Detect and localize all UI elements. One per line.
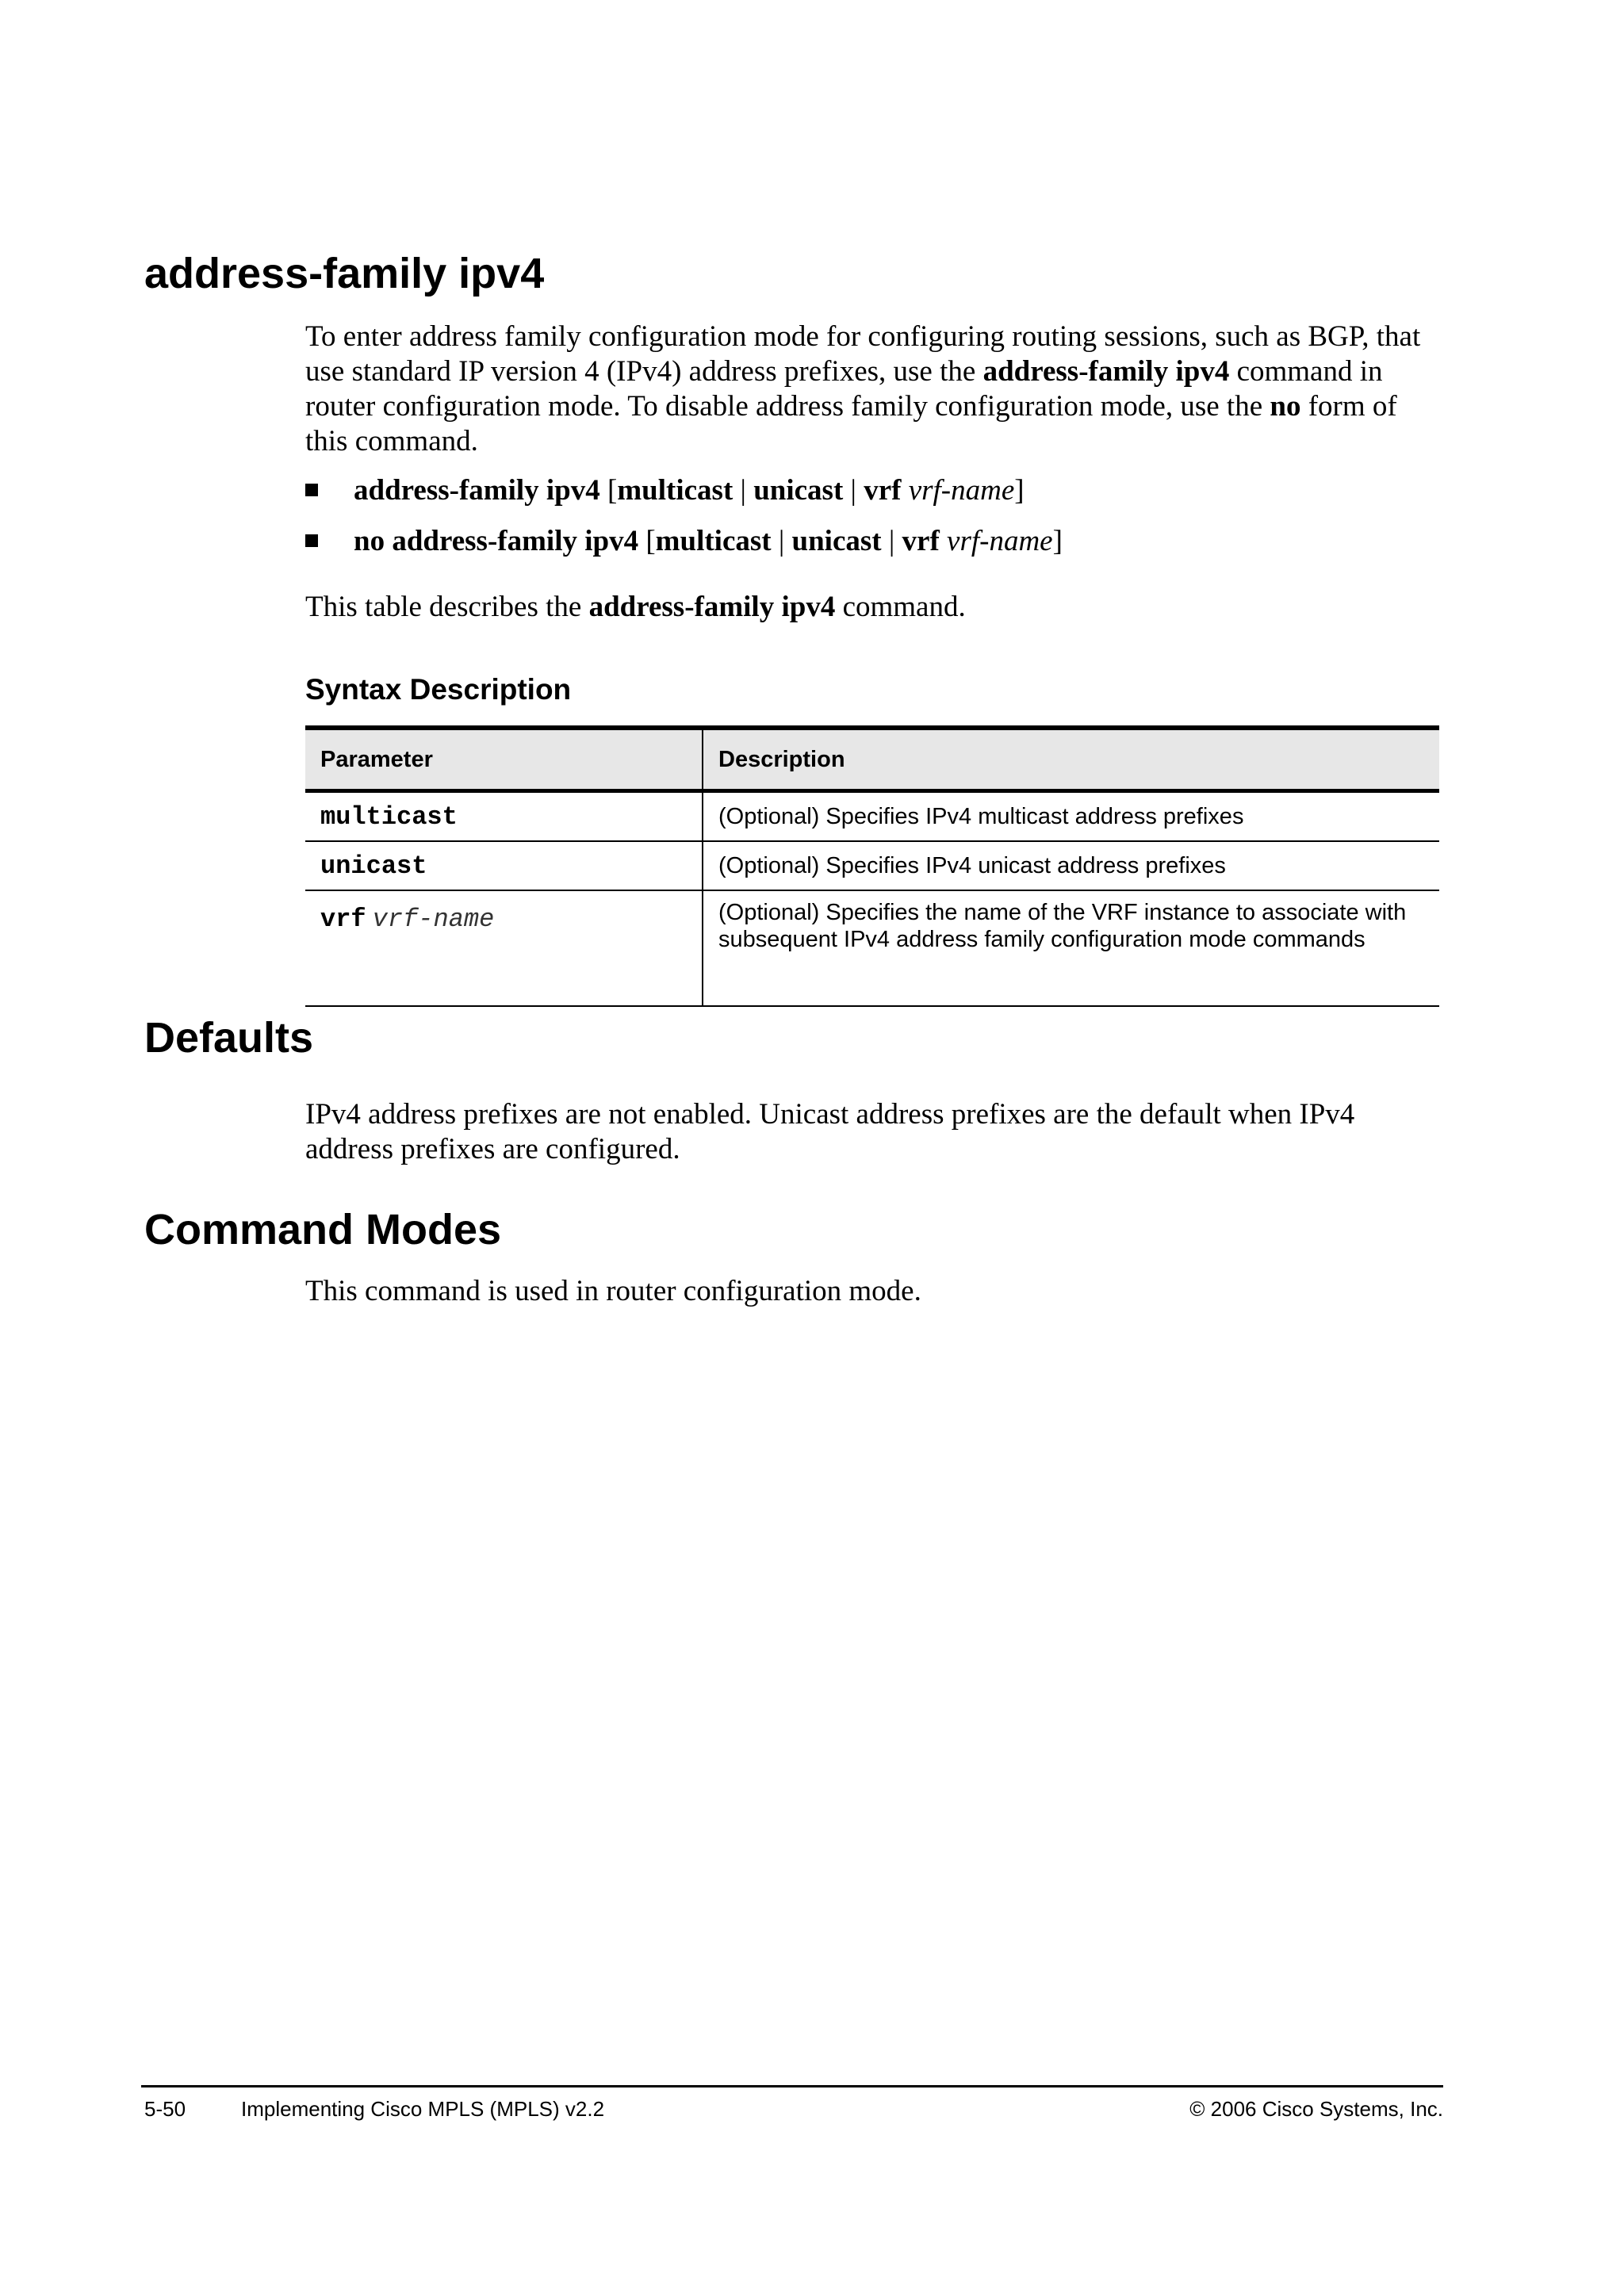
syntax-bracket: ] — [1014, 474, 1025, 507]
table-row — [305, 890, 1439, 1006]
table-row — [305, 791, 1439, 842]
footer-book-title: Implementing Cisco MPLS (MPLS) v2.2 — [241, 2097, 605, 2121]
command-modes-text: This command is used in router configuration mode. — [305, 1275, 921, 1307]
column-header-parameter: Parameter — [305, 728, 703, 791]
footer-page-number: 5-50 — [144, 2097, 186, 2121]
parameter-cell — [305, 890, 703, 1006]
footer-copyright: © 2006 Cisco Systems, Inc. — [1189, 2097, 1443, 2121]
column-header-description: Description — [703, 728, 1439, 791]
table-intro-text-2: command. — [835, 591, 966, 623]
syntax-bracket: [ — [638, 525, 656, 557]
syntax-option: vrf — [902, 525, 940, 557]
table-intro-text-1: This table describes the — [305, 591, 589, 623]
table-intro-paragraph — [305, 590, 1439, 625]
parameter-cell — [305, 841, 703, 890]
description-cell: (Optional) Specifies IPv4 unicast address prefixes — [703, 841, 1439, 890]
syntax-description-heading: Syntax Description — [305, 673, 572, 706]
intro-no-keyword: no — [1270, 390, 1301, 423]
syntax-bracket: ] — [1052, 525, 1063, 557]
syntax-option: multicast — [655, 525, 772, 557]
syntax-item — [305, 473, 1439, 508]
intro-text-1: To enter address family configuration mode for configuring routing sessions, such as BGP, that use standard IP version 4 (IPv4) address prefixes, use the — [305, 320, 1421, 388]
syntax-argument: vrf-name — [947, 525, 1053, 557]
syntax-description-table — [305, 725, 1439, 1007]
defaults-text: IPv4 address prefixes are not enabled. Unicast address prefixes are the default when IPv4 address prefixes are configured. — [305, 1098, 1355, 1165]
defaults-heading: Defaults — [144, 1014, 314, 1062]
syntax-separator: | — [843, 474, 864, 507]
defaults-paragraph — [305, 1097, 1439, 1167]
table-row — [305, 841, 1439, 890]
syntax-item — [305, 524, 1439, 559]
description-cell: (Optional) Specifies the name of the VRF instance to associate with subsequent IPv4 address family configuration mode commands — [703, 890, 1439, 1006]
syntax-option: unicast — [753, 474, 844, 507]
footer-rule — [141, 2085, 1443, 2087]
syntax-argument: vrf-name — [908, 474, 1015, 507]
parameter-keyword: unicast — [320, 851, 427, 881]
square-bullet-icon — [305, 534, 318, 547]
parameter-keyword: vrf — [320, 905, 366, 934]
intro-text-3: form of this command. — [305, 390, 1397, 457]
parameter-keyword: multicast — [320, 802, 458, 832]
syntax-separator: | — [733, 474, 754, 507]
syntax-command: no address-family ipv4 — [354, 525, 639, 557]
table-header-row — [305, 728, 1439, 791]
intro-text-2: command in router configuration mode. To disable address family configuration mode, use the — [305, 355, 1383, 423]
syntax-separator: | — [771, 525, 792, 557]
intro-paragraph — [305, 320, 1439, 459]
syntax-option: multicast — [617, 474, 733, 507]
syntax-bracket: [ — [599, 474, 618, 507]
syntax-option: vrf — [864, 474, 902, 507]
description-cell: (Optional) Specifies IPv4 multicast address prefixes — [703, 791, 1439, 842]
square-bullet-icon — [305, 484, 318, 496]
intro-command-name: address-family ipv4 — [982, 355, 1230, 388]
table-intro-command-name: address-family ipv4 — [588, 591, 836, 623]
syntax-option: unicast — [791, 525, 882, 557]
command-modes-paragraph — [305, 1274, 1439, 1309]
syntax-separator: | — [881, 525, 902, 557]
command-modes-heading: Command Modes — [144, 1206, 502, 1253]
parameter-argument: vrf-name — [372, 905, 495, 934]
syntax-command: address-family ipv4 — [354, 474, 600, 507]
parameter-cell — [305, 791, 703, 842]
command-title: address-family ipv4 — [144, 250, 545, 297]
syntax-list — [305, 473, 1439, 575]
